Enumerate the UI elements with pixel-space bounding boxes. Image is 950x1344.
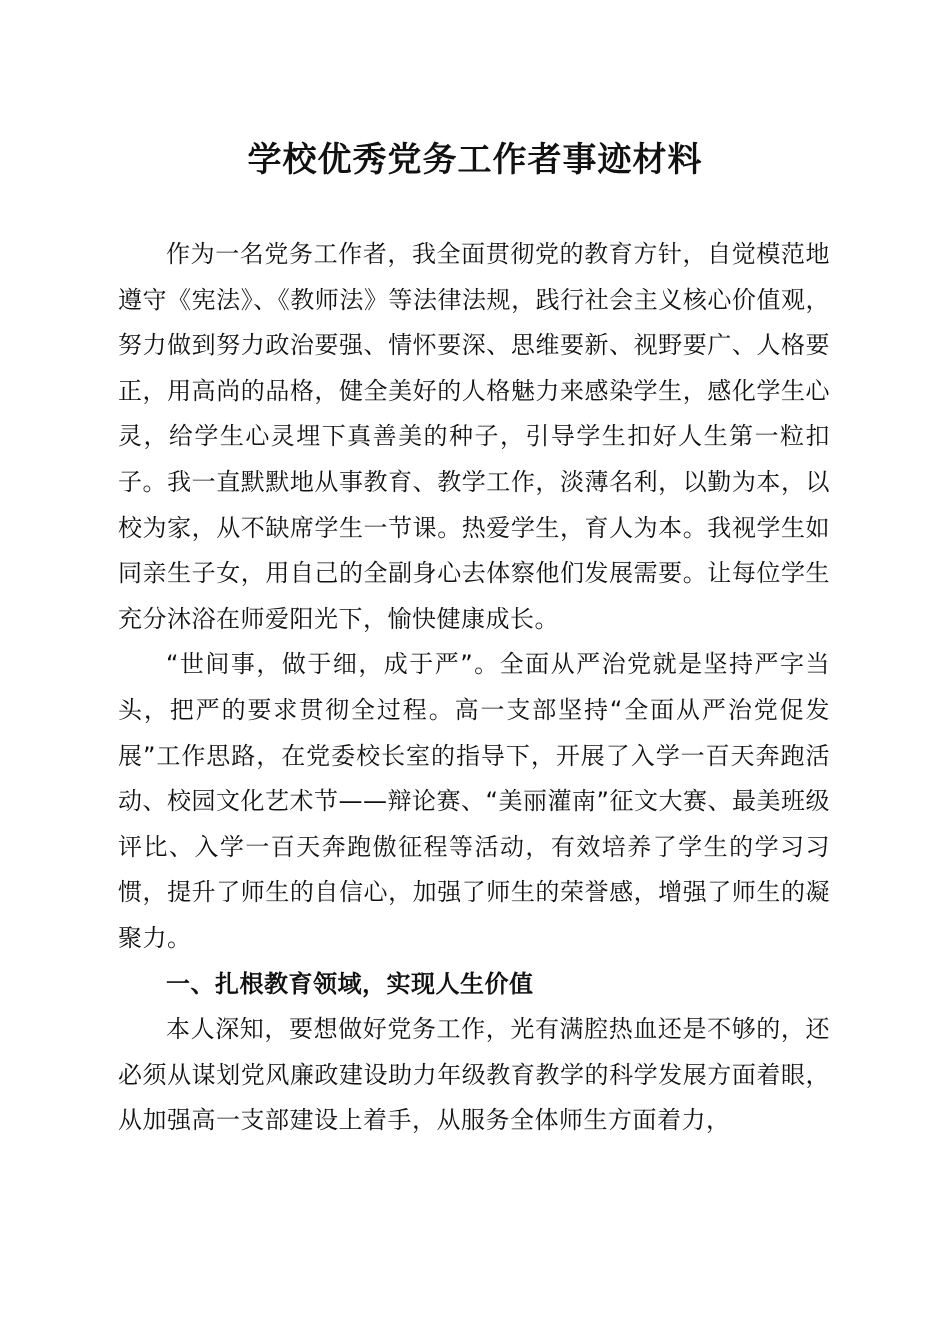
paragraph-section-1: 本人深知，要想做好党务工作，光有满腔热血还是不够的，还必须从谋划党风廉政建设助力年级教育教学的科学发展方面着眼，从加强高一支部建设上着手，从服务全体师生方面着力， xyxy=(118,1015,830,1135)
section-heading-1: 一、扎根教育领域，实现人生价值 xyxy=(166,969,534,998)
paragraph-intro: 作为一名党务工作者，我全面贯彻党的教育方针，自觉模范地遵守《宪法》、《教师法》等法律法规，践行社会主义核心价值观，努力做到努力政治要强、情怀要深、思维要新、视野要广、人格要正，用高尚的品格，健全美好的人格魅力来感染学生，感化学生心灵，给学生心灵埋下真善美的种子，引导学生扣好人生第一粒扣子。我一直默默地从事教育、教学工作，淡薄名利，以勤为本，以校为家，从不缺席学生一节课。热爱学生，育人为本。我视学生如同亲生子女，用自己的全副身心去体察他们发展需要。让每位学生充分沐浴在师爱阳光下，愉快健康成长。 xyxy=(118,240,830,633)
paragraph-strict-governance: “世间事，做于细，成于严”。全面从严治党就是坚持严字当头，把严的要求贯彻全过程。高一支部坚持“全面从严治党促发展”工作思路，在党委校长室的指导下，开展了入学一百天奔跑活动、校园文化艺术节——辩论赛、“美丽灌南”征文大赛、最美班级评比、入学一百天奔跑傲征程等活动，有效培养了学生的学习习惯，提升了师生的自信心，加强了师生的荣誉感，增强了师生的凝聚力。 xyxy=(118,650,830,952)
document-title: 学校优秀党务工作者事迹材料 xyxy=(247,140,703,180)
document-body xyxy=(118,232,830,1144)
